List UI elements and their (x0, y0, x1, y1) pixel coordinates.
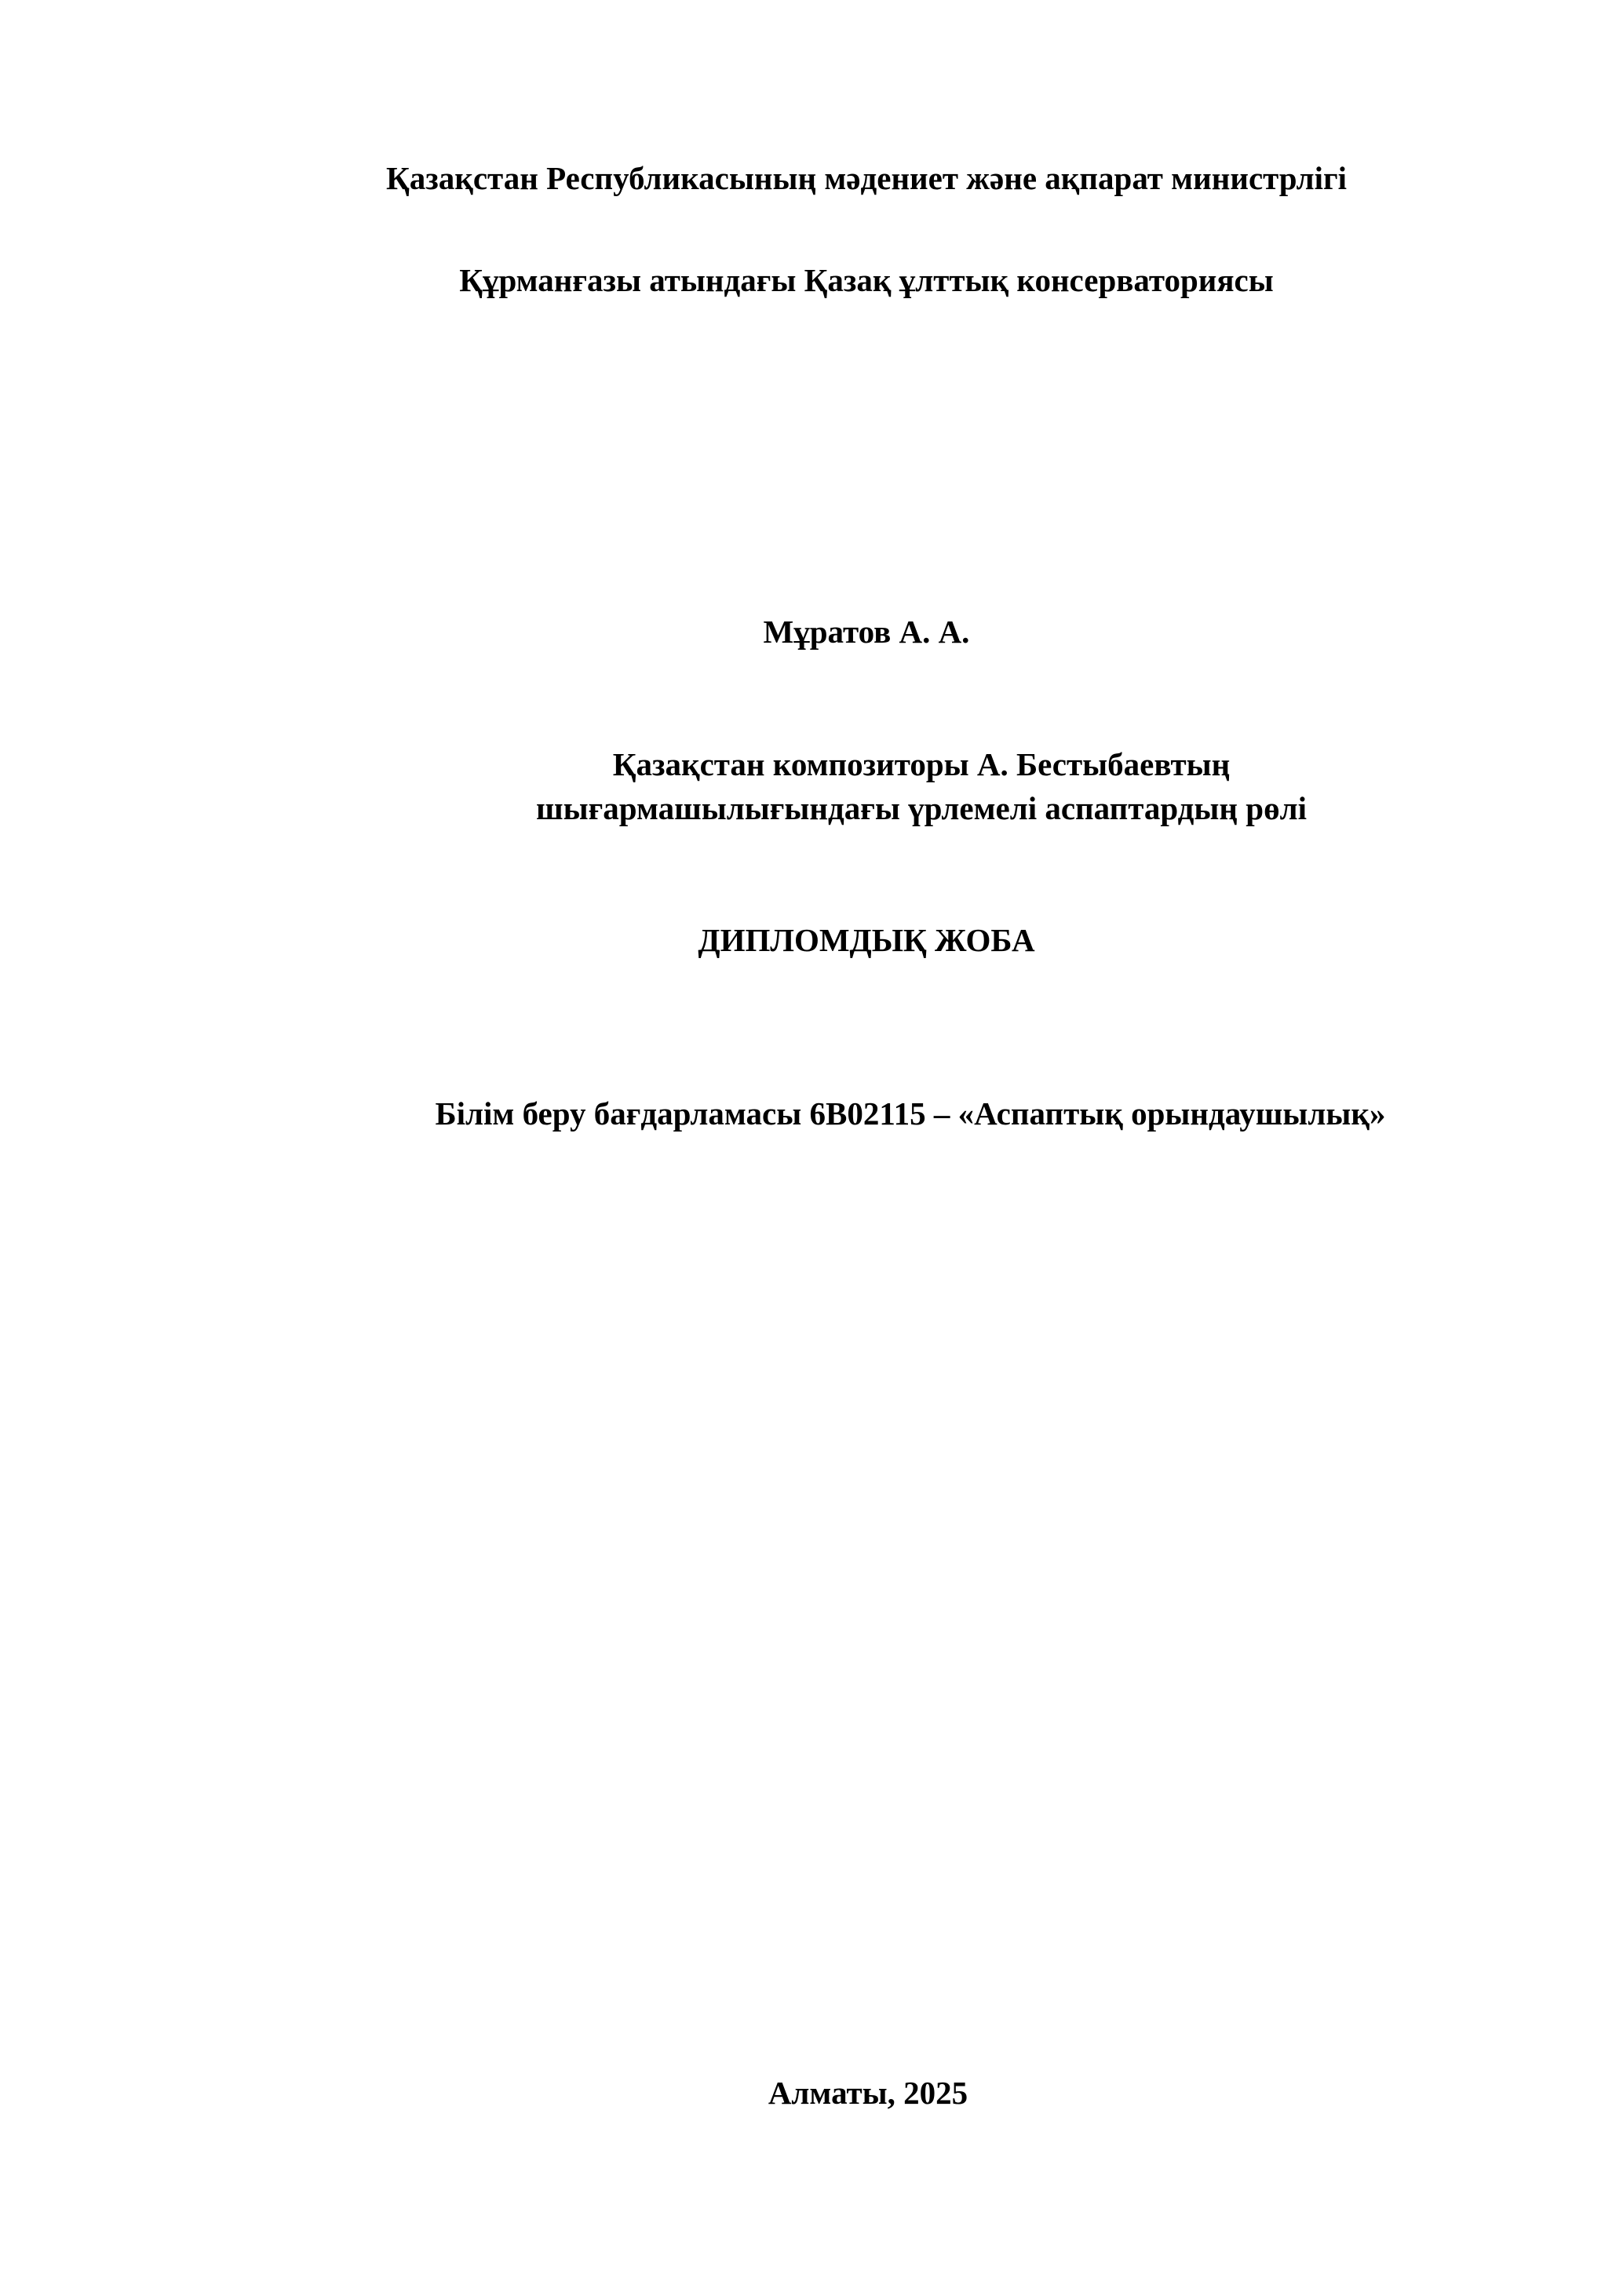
city-year: Алматы, 2025 (768, 2075, 968, 2111)
institution-name: Құрманғазы атындағы Қазақ ұлттық консерваториясы (459, 262, 1274, 298)
document-type: ДИПЛОМДЫҚ ЖОБА (698, 922, 1035, 958)
thesis-title-line-2: шығармашылығындағы үрлемелі аспаптардың рөлі (536, 790, 1307, 826)
author-name: Мұратов А. А. (763, 614, 970, 650)
thesis-title-line-1: Қазақстан композиторы А. Бестыбаевтың (612, 746, 1231, 782)
ministry-name: Қазақстан Республикасының мәдениет және ақпарат министрлігі (386, 160, 1347, 196)
education-program: Білім беру бағдарламасы 6В02115 – «Аспаптық орындаушылық» (435, 1095, 1386, 1132)
